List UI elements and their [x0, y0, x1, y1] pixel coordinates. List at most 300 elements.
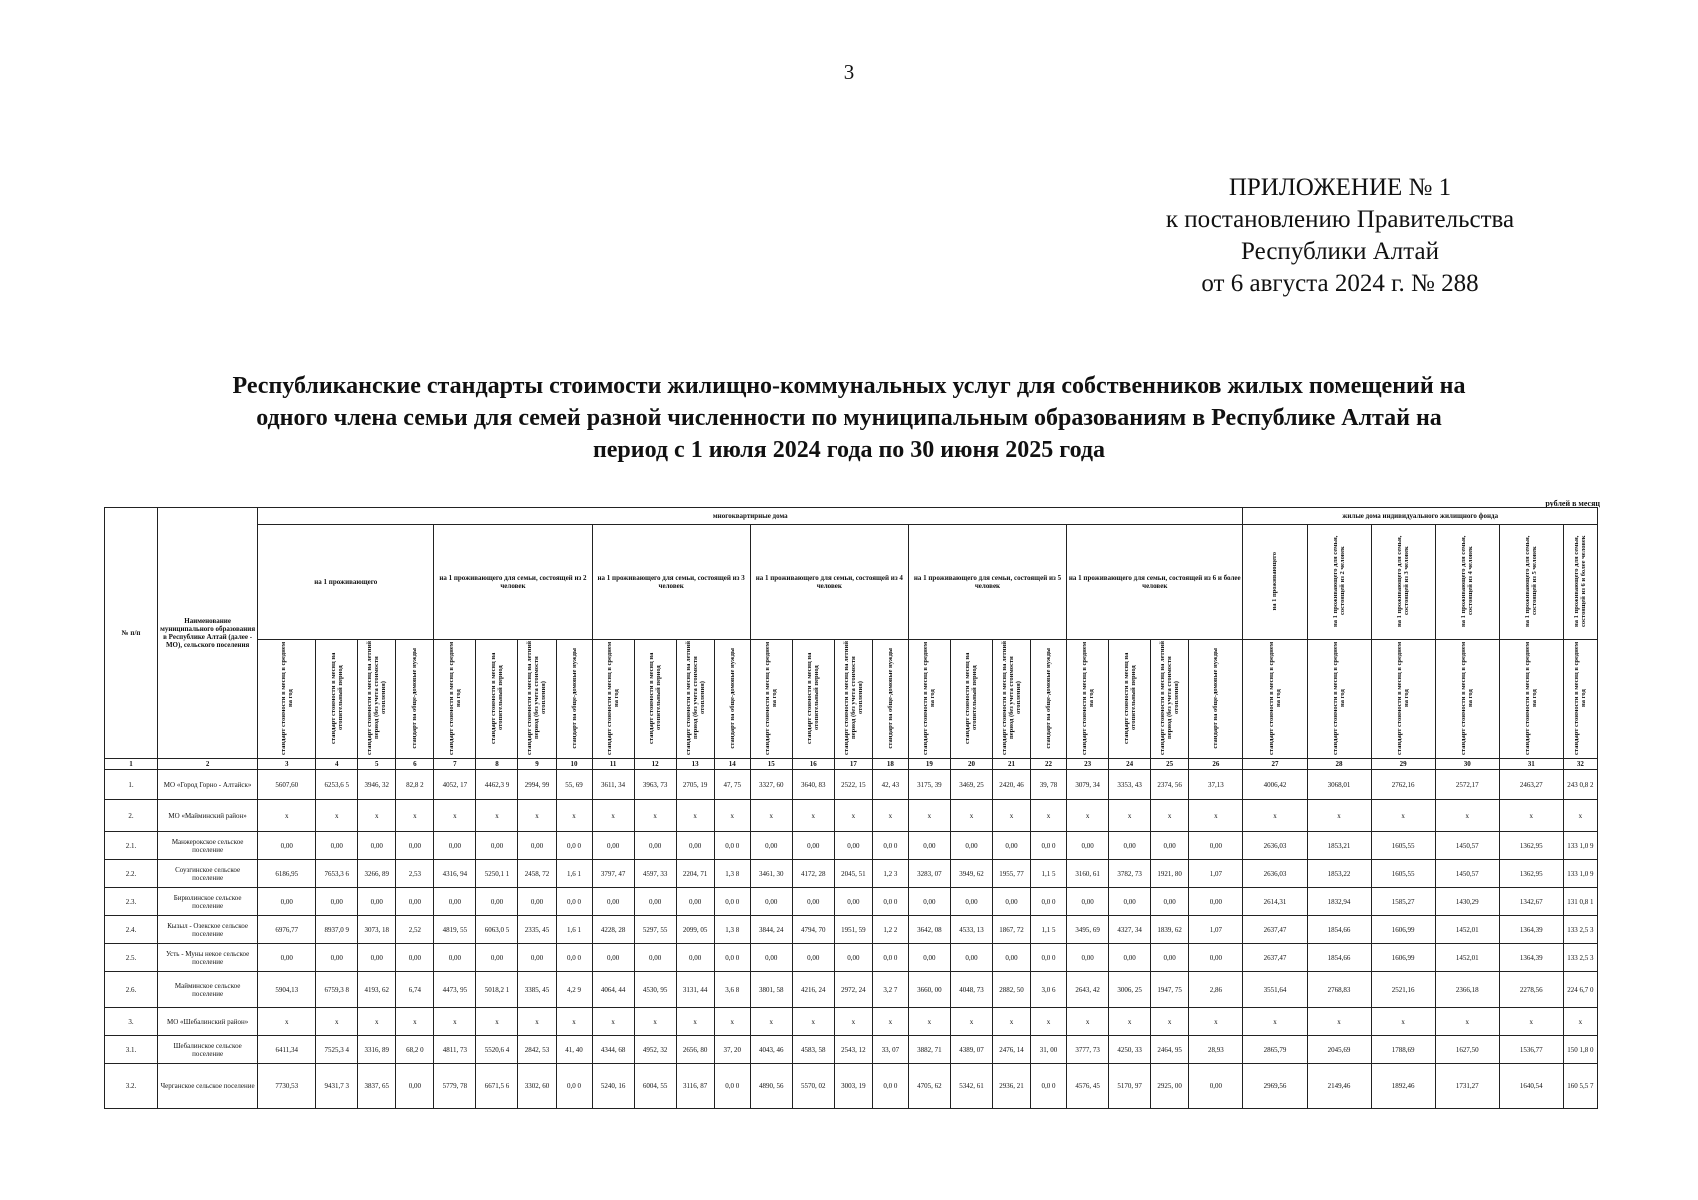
- appendix-line-4: от 6 августа 2024 г. № 288: [1201, 270, 1479, 297]
- header-sub-6-text: стандарт на обще-домовые нужды: [411, 647, 419, 749]
- column-number-5: 5: [358, 759, 396, 770]
- header-apartments: многоквартирные дома: [258, 508, 1243, 525]
- table-cell: x: [316, 800, 358, 832]
- table-cell: x: [1499, 1008, 1563, 1036]
- table-cell: x: [908, 1008, 950, 1036]
- table-cell: 0,00: [316, 832, 358, 860]
- table-cell: 3963, 73: [634, 770, 676, 800]
- column-number-10: 10: [556, 759, 592, 770]
- table-cell: 1342,67: [1499, 888, 1563, 916]
- table-cell: 4530, 95: [634, 972, 676, 1008]
- header-group-1: на 1 проживающего: [258, 525, 434, 640]
- table-cell: x: [1243, 800, 1307, 832]
- table-cell: 133 1,0 9: [1563, 860, 1597, 888]
- table-cell: 2463,27: [1499, 770, 1563, 800]
- header-sub-21-text: стандарт стоимости в месяц на летний период (без учета стоимости отопления): [1001, 641, 1022, 755]
- row-name: МО «Город Горно - Алтайск»: [158, 770, 258, 800]
- header-sub-17-text: стандарт стоимости в месяц на летний период (без учета стоимости отопления): [842, 641, 864, 755]
- table-cell: 1,1 5: [1031, 860, 1067, 888]
- header-sub-9-text: стандарт стоимости в месяц на летний период (без учета стоимости отопления): [526, 641, 548, 755]
- table-cell: 0,00: [792, 832, 834, 860]
- table-cell: x: [834, 1008, 872, 1036]
- table-cell: 2,86: [1189, 972, 1243, 1008]
- table-cell: 3882, 71: [908, 1036, 950, 1064]
- table-cell: 0,0 0: [556, 1064, 592, 1109]
- table-cell: x: [518, 800, 556, 832]
- header-house-sub-29-text: стандарт стоимости в месяц в среднем на год: [1396, 641, 1411, 755]
- table-cell: 3611, 34: [592, 770, 634, 800]
- header-sub-23-text: стандарт стоимости в месяц в среднем на год: [1080, 641, 1095, 755]
- header-house-group-1-text: на 1 проживающего: [1271, 551, 1279, 611]
- table-cell: x: [1371, 1008, 1435, 1036]
- header-house-sub-32-text: стандарт стоимости в месяц в среднем на год: [1573, 641, 1588, 755]
- table-row: [105, 832, 1598, 860]
- header-sub-16: [792, 640, 834, 759]
- table-cell: 3068,01: [1307, 770, 1371, 800]
- table-cell: 0,00: [676, 944, 714, 972]
- table-cell: x: [792, 1008, 834, 1036]
- table-cell: 0,00: [258, 888, 316, 916]
- table-cell: 2994, 99: [518, 770, 556, 800]
- table-cell: 0,0 0: [872, 832, 908, 860]
- table-cell: 1362,95: [1499, 860, 1563, 888]
- table-cell: 0,0 0: [556, 832, 592, 860]
- table-cell: 2476, 14: [992, 1036, 1030, 1064]
- table-cell: 1452,01: [1435, 944, 1499, 972]
- table-cell: x: [750, 800, 792, 832]
- table-cell: 0,00: [592, 944, 634, 972]
- table-cell: 4,2 9: [556, 972, 592, 1008]
- header-sub-6: [396, 640, 434, 759]
- units-label: рублей в месяц: [1545, 499, 1600, 508]
- table-cell: 0,00: [792, 944, 834, 972]
- row-name: Усть - Муны некое сельское поселение: [158, 944, 258, 972]
- table-cell: 1606,99: [1371, 944, 1435, 972]
- table-cell: 4952, 32: [634, 1036, 676, 1064]
- column-number-23: 23: [1067, 759, 1109, 770]
- table-cell: x: [396, 800, 434, 832]
- table-cell: 68,2 0: [396, 1036, 434, 1064]
- header-house-group-4: [1435, 525, 1499, 640]
- column-number-4: 4: [316, 759, 358, 770]
- table-row: [105, 888, 1598, 916]
- table-cell: 2882, 50: [992, 972, 1030, 1008]
- header-sub-5-text: стандарт стоимости в месяц на летний период (без учета стоимости отопления): [366, 641, 388, 755]
- table-cell: 1853,21: [1307, 832, 1371, 860]
- table-row: [105, 800, 1598, 832]
- table-cell: 6411,34: [258, 1036, 316, 1064]
- header-sub-22-text: стандарт на обще-домовые нужды: [1045, 647, 1053, 749]
- table-cell: 2636,03: [1243, 832, 1307, 860]
- table-cell: 1,2 2: [872, 916, 908, 944]
- header-sub-14-text: стандарт на обще-домовые нужды: [728, 647, 736, 749]
- table-cell: 0,00: [992, 888, 1030, 916]
- table-cell: 0,00: [1109, 888, 1151, 916]
- table-cell: 0,00: [950, 944, 992, 972]
- table-cell: 3003, 19: [834, 1064, 872, 1109]
- table-cell: x: [1563, 1008, 1597, 1036]
- header-sub-23: [1067, 640, 1109, 759]
- appendix-header: [1130, 172, 1550, 300]
- table-cell: 0,0 0: [714, 888, 750, 916]
- header-house-group-1: [1243, 525, 1307, 640]
- row-number: 1.: [105, 770, 158, 800]
- table-cell: 0,00: [592, 832, 634, 860]
- table-cell: 28,93: [1189, 1036, 1243, 1064]
- table-cell: 0,00: [834, 888, 872, 916]
- table-cell: 3469, 25: [950, 770, 992, 800]
- table-cell: 4172, 28: [792, 860, 834, 888]
- header-sub-19-text: стандарт стоимости в месяц в среднем на год: [922, 641, 937, 755]
- appendix-line-3: Республики Алтай: [1241, 238, 1439, 265]
- row-number: 2.4.: [105, 916, 158, 944]
- header-sub-4-text: стандарт стоимости в месяц на отопительный период: [329, 652, 344, 744]
- table-cell: x: [358, 800, 396, 832]
- table-cell: x: [1563, 800, 1597, 832]
- table-cell: 1,3 8: [714, 916, 750, 944]
- table-cell: 1452,01: [1435, 916, 1499, 944]
- table-cell: 1,1 5: [1031, 916, 1067, 944]
- table-cell: 0,00: [750, 944, 792, 972]
- table-cell: 3327, 60: [750, 770, 792, 800]
- table-cell: 3660, 00: [908, 972, 950, 1008]
- table-cell: x: [1499, 800, 1563, 832]
- header-sub-7: [434, 640, 476, 759]
- table-cell: 5607,60: [258, 770, 316, 800]
- column-number-25: 25: [1151, 759, 1189, 770]
- table-cell: 4705, 62: [908, 1064, 950, 1109]
- table-cell: 0,00: [1067, 888, 1109, 916]
- row-name: Шебалинское сельское поселение: [158, 1036, 258, 1064]
- table-cell: x: [792, 800, 834, 832]
- table-cell: x: [1109, 1008, 1151, 1036]
- table-cell: 42, 43: [872, 770, 908, 800]
- table-cell: 3782, 73: [1109, 860, 1151, 888]
- table-cell: 1,6 1: [556, 916, 592, 944]
- table-cell: 1450,57: [1435, 832, 1499, 860]
- header-sub-11-text: стандарт стоимости в месяц в среднем на год: [606, 641, 621, 755]
- table-cell: 2643, 42: [1067, 972, 1109, 1008]
- table-cell: x: [908, 800, 950, 832]
- table-cell: 2420, 46: [992, 770, 1030, 800]
- table-cell: x: [592, 1008, 634, 1036]
- column-number-17: 17: [834, 759, 872, 770]
- table-cell: 0,00: [396, 1064, 434, 1109]
- table-cell: x: [834, 800, 872, 832]
- table-cell: x: [676, 1008, 714, 1036]
- header-group-2: на 1 проживающего для семьи, состоящей из 2 человек: [434, 525, 592, 640]
- table-cell: 131 0,8 1: [1563, 888, 1597, 916]
- column-number-18: 18: [872, 759, 908, 770]
- table-row: [105, 944, 1598, 972]
- table-cell: 3495, 69: [1067, 916, 1109, 944]
- header-house-sub-27-text: стандарт стоимости в месяц в среднем на год: [1267, 641, 1282, 755]
- table-cell: 3949, 62: [950, 860, 992, 888]
- table-cell: 150 1,8 0: [1563, 1036, 1597, 1064]
- table-cell: 0,00: [358, 888, 396, 916]
- table-cell: 3302, 60: [518, 1064, 556, 1109]
- table-cell: x: [434, 1008, 476, 1036]
- table-cell: 1867, 72: [992, 916, 1030, 944]
- table-cell: 1605,55: [1371, 860, 1435, 888]
- table-cell: 4597, 33: [634, 860, 676, 888]
- table-cell: 5250,1 1: [476, 860, 518, 888]
- header-sub-24-text: стандарт стоимости в месяц на отопительный период: [1122, 652, 1137, 744]
- table-cell: 3461, 30: [750, 860, 792, 888]
- header-sub-12-text: стандарт стоимости в месяц на отопительный период: [648, 652, 663, 744]
- table-cell: 3,0 6: [1031, 972, 1067, 1008]
- header-house-sub-30: [1435, 640, 1499, 759]
- table-cell: 3640, 83: [792, 770, 834, 800]
- header-sub-20: [950, 640, 992, 759]
- table-row: [105, 916, 1598, 944]
- table-cell: x: [634, 1008, 676, 1036]
- table-cell: 1853,22: [1307, 860, 1371, 888]
- column-number-16: 16: [792, 759, 834, 770]
- row-name: МО «Шебалинский район»: [158, 1008, 258, 1036]
- table-cell: 6004, 55: [634, 1064, 676, 1109]
- table-cell: 3,6 8: [714, 972, 750, 1008]
- table-cell: 0,00: [396, 832, 434, 860]
- table-cell: 6186,95: [258, 860, 316, 888]
- table-cell: 4250, 33: [1109, 1036, 1151, 1064]
- table-cell: 47, 75: [714, 770, 750, 800]
- table-cell: 5570, 02: [792, 1064, 834, 1109]
- table-cell: 0,00: [1189, 944, 1243, 972]
- table-cell: 0,00: [518, 888, 556, 916]
- table-cell: 0,0 0: [1031, 888, 1067, 916]
- table-cell: 0,00: [1067, 832, 1109, 860]
- table-cell: x: [1031, 1008, 1067, 1036]
- table-cell: 2278,56: [1499, 972, 1563, 1008]
- column-number-20: 20: [950, 759, 992, 770]
- table-cell: 4316, 94: [434, 860, 476, 888]
- table-cell: 55, 69: [556, 770, 592, 800]
- row-name: Кызыл - Озекское сельское поселение: [158, 916, 258, 944]
- row-name: Майминское сельское поселение: [158, 972, 258, 1008]
- table-cell: 4327, 34: [1109, 916, 1151, 944]
- table-cell: 0,0 0: [872, 888, 908, 916]
- table-cell: x: [518, 1008, 556, 1036]
- table-cell: 0,0 0: [872, 944, 908, 972]
- table-cell: 0,0 0: [556, 888, 592, 916]
- table-cell: x: [1151, 1008, 1189, 1036]
- header-house-sub-31: [1499, 640, 1563, 759]
- table-cell: 82,8 2: [396, 770, 434, 800]
- table-cell: 4583, 58: [792, 1036, 834, 1064]
- header-sub-8: [476, 640, 518, 759]
- appendix-line-2: к постановлению Правительства: [1165, 206, 1515, 233]
- table-cell: 6063,0 5: [476, 916, 518, 944]
- column-number-7: 7: [434, 759, 476, 770]
- table-cell: 3797, 47: [592, 860, 634, 888]
- column-number-19: 19: [908, 759, 950, 770]
- table-cell: 4462,3 9: [476, 770, 518, 800]
- table-cell: 1,07: [1189, 916, 1243, 944]
- row-name: Соузгинское сельское поселение: [158, 860, 258, 888]
- table-cell: 0,00: [676, 888, 714, 916]
- table-cell: 2366,18: [1435, 972, 1499, 1008]
- table-cell: 2,53: [396, 860, 434, 888]
- table-cell: 2936, 21: [992, 1064, 1030, 1109]
- header-sub-3: [258, 640, 316, 759]
- table-cell: 4890, 56: [750, 1064, 792, 1109]
- table-cell: 0,00: [992, 944, 1030, 972]
- table-cell: 224 6,7 0: [1563, 972, 1597, 1008]
- table-cell: 0,00: [1151, 944, 1189, 972]
- column-number-32: 32: [1563, 759, 1597, 770]
- header-sub-15-text: стандарт стоимости в месяц в среднем на год: [764, 641, 779, 755]
- table-cell: 0,00: [908, 944, 950, 972]
- table-cell: 0,00: [634, 888, 676, 916]
- table-cell: 3837, 65: [358, 1064, 396, 1109]
- table-cell: 4389, 07: [950, 1036, 992, 1064]
- table-cell: 2656, 80: [676, 1036, 714, 1064]
- table-cell: 0,00: [1189, 1064, 1243, 1109]
- title-line-1: Республиканские стандарты стоимости жилищно-коммунальных услуг для собственников жилых помещений на: [232, 373, 1466, 399]
- column-number-29: 29: [1371, 759, 1435, 770]
- column-number-3: 3: [258, 759, 316, 770]
- table-cell: x: [872, 800, 908, 832]
- table-cell: x: [950, 800, 992, 832]
- table-cell: 1839, 62: [1151, 916, 1189, 944]
- table-cell: 4576, 45: [1067, 1064, 1109, 1109]
- column-number-9: 9: [518, 759, 556, 770]
- table-cell: 3175, 39: [908, 770, 950, 800]
- table-cell: 4473, 95: [434, 972, 476, 1008]
- table-cell: 0,00: [1189, 888, 1243, 916]
- table-cell: 0,00: [834, 832, 872, 860]
- header-sub-12: [634, 640, 676, 759]
- table-cell: 0,00: [992, 832, 1030, 860]
- table-cell: 41, 40: [556, 1036, 592, 1064]
- table-cell: 5342, 61: [950, 1064, 992, 1109]
- table-cell: 133 1,0 9: [1563, 832, 1597, 860]
- column-number-2: 2: [158, 759, 258, 770]
- table-cell: 1,6 1: [556, 860, 592, 888]
- header-sub-13: [676, 640, 714, 759]
- table-cell: 0,00: [434, 888, 476, 916]
- table-cell: 0,00: [908, 888, 950, 916]
- table-cell: 133 2,5 3: [1563, 944, 1597, 972]
- table-cell: 2045,69: [1307, 1036, 1371, 1064]
- header-house-group-2-text: на 1 проживающего для семьи, состоящей из 2 человек: [1332, 535, 1347, 627]
- table-cell: 2374, 56: [1151, 770, 1189, 800]
- table-cell: 2865,79: [1243, 1036, 1307, 1064]
- table-row: [105, 1036, 1598, 1064]
- header-group-5: на 1 проживающего для семьи, состоящей из 5 человек: [908, 525, 1066, 640]
- table-cell: 3006, 25: [1109, 972, 1151, 1008]
- table-cell: 3642, 08: [908, 916, 950, 944]
- table-cell: 0,00: [634, 832, 676, 860]
- table-cell: 4216, 24: [792, 972, 834, 1008]
- table-cell: 4228, 28: [592, 916, 634, 944]
- header-group-3: на 1 проживающего для семьи, состоящей из 3 человек: [592, 525, 750, 640]
- table-cell: x: [992, 800, 1030, 832]
- table-cell: 5520,6 4: [476, 1036, 518, 1064]
- table-cell: 2522, 15: [834, 770, 872, 800]
- header-house-group-6-text: на 1 проживающего для семьи, состоящей из 6 и более человек: [1573, 535, 1588, 627]
- table-cell: 0,00: [476, 944, 518, 972]
- header-sub-5: [358, 640, 396, 759]
- row-number: 3.1.: [105, 1036, 158, 1064]
- table-cell: 2464, 95: [1151, 1036, 1189, 1064]
- column-number-30: 30: [1435, 759, 1499, 770]
- table-cell: x: [476, 1008, 518, 1036]
- column-number-31: 31: [1499, 759, 1563, 770]
- table-cell: 2099, 05: [676, 916, 714, 944]
- column-number-1: 1: [105, 759, 158, 770]
- table-cell: 2705, 19: [676, 770, 714, 800]
- table-cell: 2204, 71: [676, 860, 714, 888]
- table-cell: 1450,57: [1435, 860, 1499, 888]
- table-cell: x: [1109, 800, 1151, 832]
- column-number-12: 12: [634, 759, 676, 770]
- header-sub-22: [1031, 640, 1067, 759]
- table-cell: 0,00: [258, 944, 316, 972]
- table-cell: 3079, 34: [1067, 770, 1109, 800]
- table-cell: x: [1307, 800, 1371, 832]
- table-cell: 0,00: [1067, 944, 1109, 972]
- header-house-group-5: [1499, 525, 1563, 640]
- header-house-group-5-text: на 1 проживающего для семьи, состоящей из 5 человек: [1524, 535, 1539, 627]
- header-sub-14: [714, 640, 750, 759]
- column-number-15: 15: [750, 759, 792, 770]
- table-cell: 1854,66: [1307, 916, 1371, 944]
- table-cell: 1,07: [1189, 860, 1243, 888]
- table-cell: 3777, 73: [1067, 1036, 1109, 1064]
- column-number-27: 27: [1243, 759, 1307, 770]
- table-cell: 7525,3 4: [316, 1036, 358, 1064]
- table-cell: 7730,53: [258, 1064, 316, 1109]
- table-cell: 1854,66: [1307, 944, 1371, 972]
- header-house-group-6: [1563, 525, 1597, 640]
- table-cell: 2842, 53: [518, 1036, 556, 1064]
- table-cell: 4344, 68: [592, 1036, 634, 1064]
- table-cell: 0,0 0: [714, 944, 750, 972]
- appendix-line-1: ПРИЛОЖЕНИЕ № 1: [1228, 174, 1452, 201]
- table-cell: 0,00: [518, 832, 556, 860]
- table-cell: 0,00: [1189, 832, 1243, 860]
- header-sub-18: [872, 640, 908, 759]
- table-cell: 1362,95: [1499, 832, 1563, 860]
- table-cell: 0,00: [396, 944, 434, 972]
- table-cell: 0,00: [750, 888, 792, 916]
- row-number: 2.3.: [105, 888, 158, 916]
- table-cell: x: [358, 1008, 396, 1036]
- table-cell: 0,00: [396, 888, 434, 916]
- table-cell: 1536,77: [1499, 1036, 1563, 1064]
- table-row: [105, 972, 1598, 1008]
- header-group-6: на 1 проживающего для семьи, состоящей из 6 и более человек: [1067, 525, 1243, 640]
- table-cell: 0,00: [518, 944, 556, 972]
- header-house-group-4-text: на 1 проживающего для семьи, состоящей из 4 человек: [1460, 535, 1475, 627]
- table-cell: 0,0 0: [1031, 832, 1067, 860]
- table-cell: 6759,3 8: [316, 972, 358, 1008]
- header-sub-25-text: стандарт стоимости в месяц на летний период (без учета стоимости отопления): [1159, 641, 1181, 755]
- table-cell: 0,00: [1109, 944, 1151, 972]
- table-cell: 0,00: [676, 832, 714, 860]
- table-cell: 1364,39: [1499, 944, 1563, 972]
- header-sub-10-text: стандарт на обще-домовые нужды: [570, 647, 578, 749]
- standards-table: [104, 507, 1598, 1109]
- table-cell: 0,0 0: [714, 832, 750, 860]
- table-cell: 1731,27: [1435, 1064, 1499, 1109]
- table-row: [105, 1008, 1598, 1036]
- table-cell: x: [258, 800, 316, 832]
- table-cell: 1955, 77: [992, 860, 1030, 888]
- table-cell: x: [750, 1008, 792, 1036]
